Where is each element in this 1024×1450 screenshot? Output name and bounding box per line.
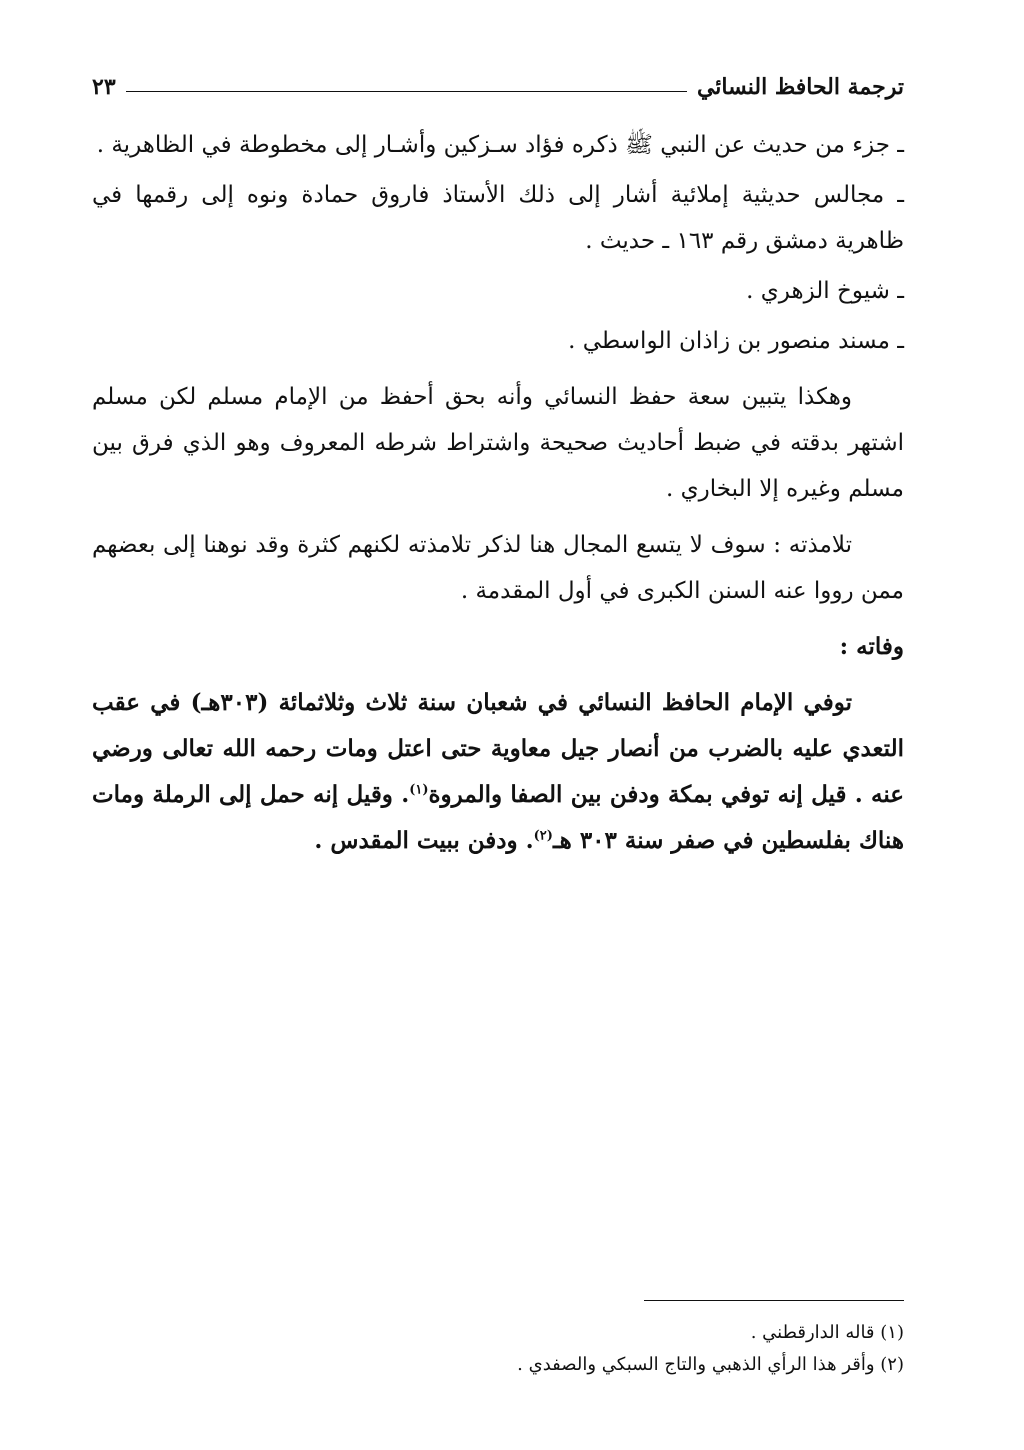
list-item: ـ جزء من حديث عن النبي ﷺ ذكره فؤاد سـزكين وأشـار إلى مخطوطة في الظاهرية . [96, 132, 904, 158]
header-title: ترجمة الحافظ النسائي [696, 74, 904, 100]
list-item: ـ مسند منصور بن زاذان الواسطي . [568, 328, 904, 354]
running-header [92, 70, 904, 104]
footnote-2: (٢) وأقر هذا الرأي الذهبي والتاج السبكي والصفدي . [517, 1354, 904, 1375]
header-rule [126, 91, 687, 92]
page-number: ٢٣ [92, 74, 116, 100]
footnotes [92, 1300, 904, 1381]
footnote-1: (١) قاله الدارقطني . [750, 1322, 904, 1343]
list-item: ـ مجالس حديثية إملائية أشار إلى ذلك الأستاذ فاروق حمادة ونوه إلى رقمها في ظاهرية دمشق رقم ١٦٣ ـ حديث . [92, 182, 904, 254]
section-heading-death: وفاته : [839, 633, 904, 660]
footnote-ref-1[interactable]: (١) [409, 782, 429, 798]
paragraph-students: تلامذته : سوف لا يتسع المجال هنا لذكر تلامذته لكنهم كثرة وقد نوهنا إلى بعضهم ممن رووا عنه السنن الكبرى في أول المقدمة . [92, 532, 904, 604]
death-text-part3: . ودفن ببيت المقدس . [314, 827, 534, 854]
death-text-part1: توفي الإمام الحافظ النسائي في شعبان سنة ثلاث وثلاثمائة (٣٠٣هـ) في عقب التعدي عليه بالضرب من أنصار جيل معاوية حتى اعتل ومات رحمه الله تعالى ورضي عنه . قيل إنه توفي بمكة ودفن بين الصفا والمروة [92, 689, 904, 808]
paragraph-hifz: وهكذا يتبين سعة حفظ النسائي وأنه بحق أحفظ من الإمام مسلم لكن مسلم اشتهر بدقته في ضبط أحاديث صحيحة واشتراط شرطه المعروف وهو الذي فرق بين مسلم وغيره إلا البخاري . [92, 384, 904, 502]
death-text-part2: . وقيل إنه حمل إلى الرملة ومات هناك بفلسطين في صفر سنة ٣٠٣ هـ [92, 781, 904, 854]
body-text [92, 122, 904, 864]
footnote-rule [644, 1300, 904, 1301]
book-page [92, 60, 904, 1420]
footnote-ref-2[interactable]: (٢) [533, 828, 553, 844]
list-item: ـ شيوخ الزهري . [746, 278, 904, 304]
paragraph-death [92, 680, 904, 864]
